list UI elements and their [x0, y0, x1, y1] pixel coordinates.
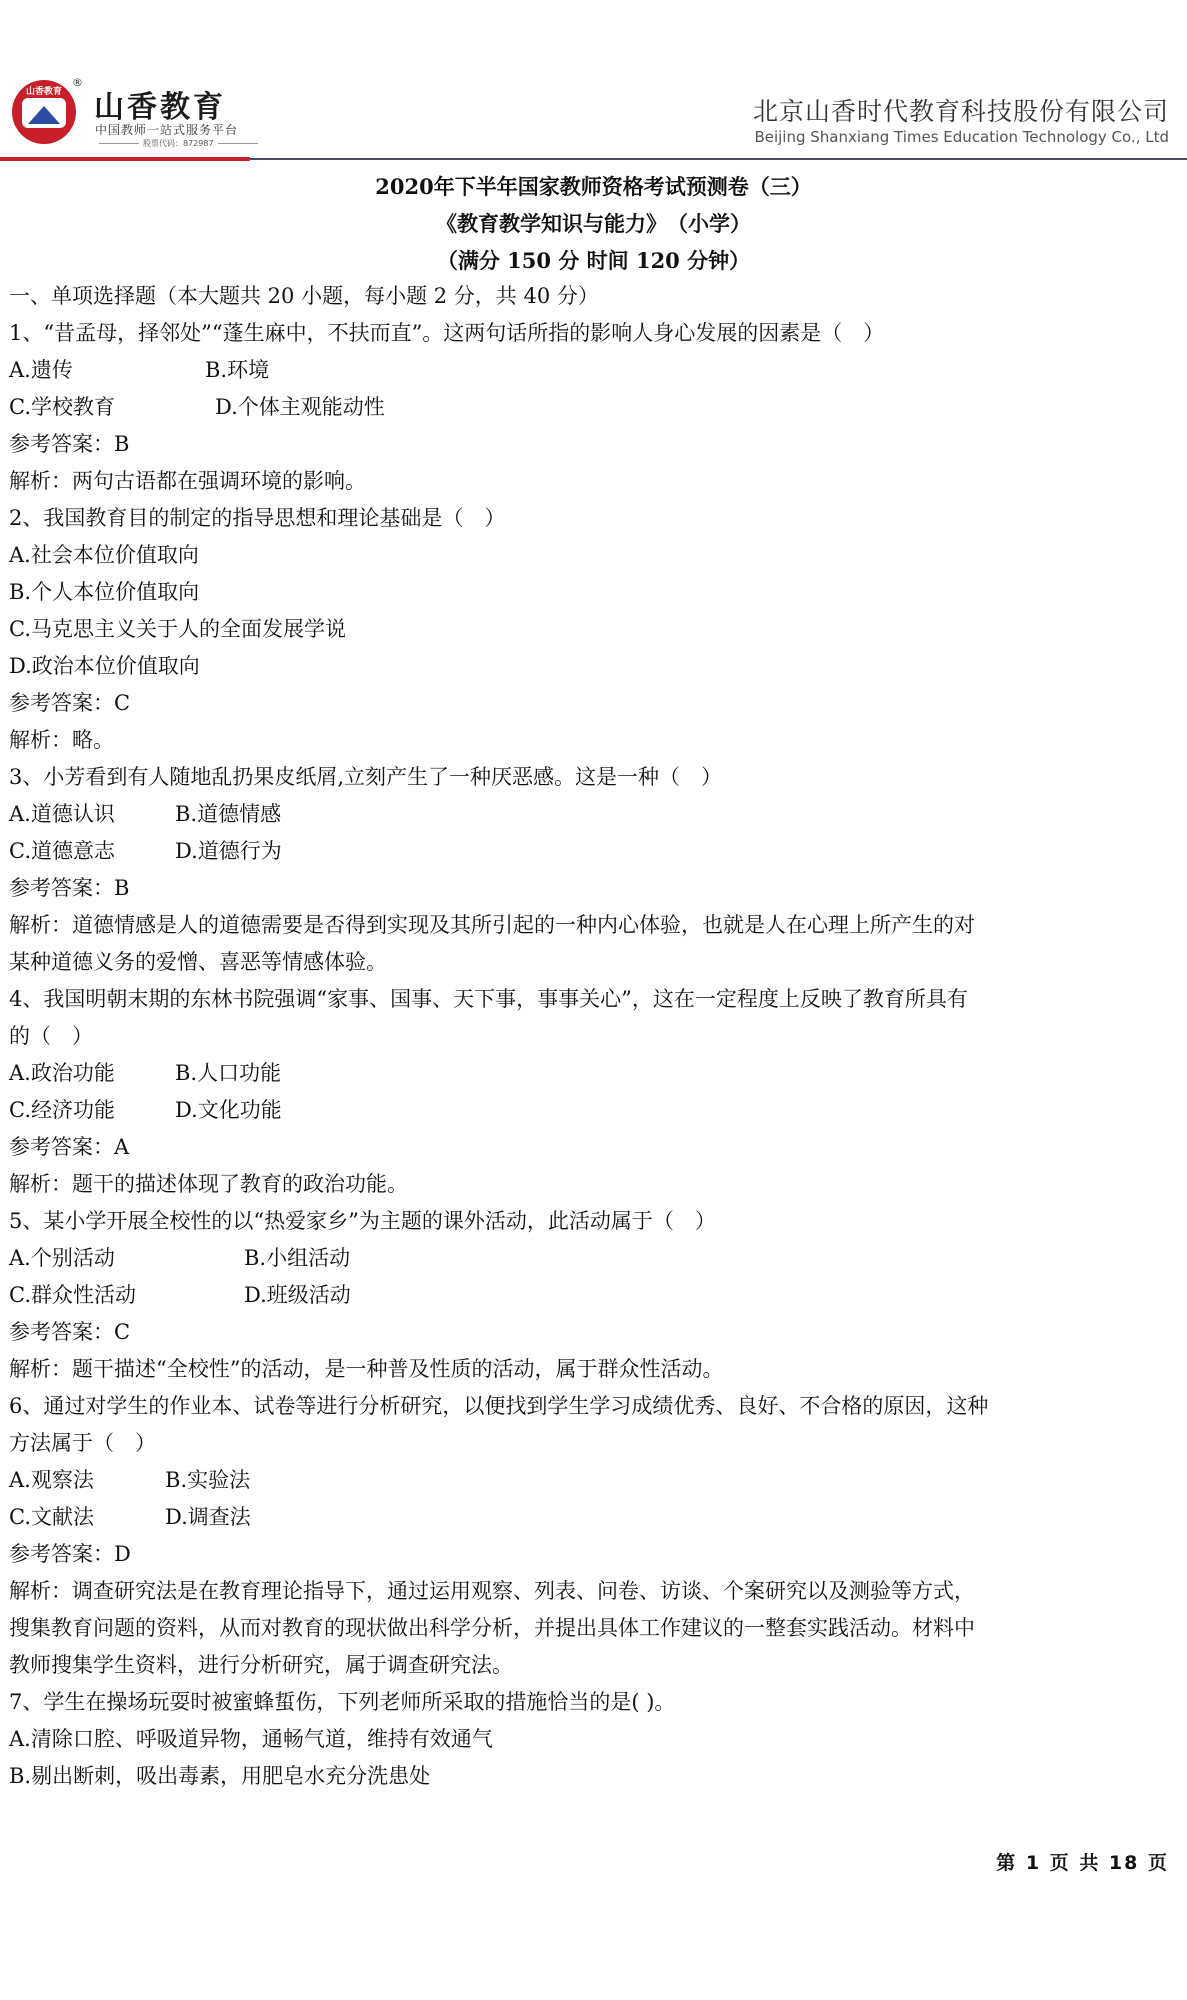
analysis: 解析：调查研究法是在教育理论指导下，通过运用观察、列表、问卷、访谈、个案研究以及测验等方式，: [9, 1579, 975, 1603]
question-stem: 7、学生在操场玩耍时被蜜蜂蜇伤，下列老师所采取的措施恰当的是( )。: [9, 1690, 676, 1714]
exam-titles: [0, 168, 1187, 279]
shanxiang-logo-icon: [12, 80, 76, 144]
option-row: [9, 352, 1169, 389]
option-row: [9, 1462, 1169, 1499]
option: A.政治功能: [9, 1061, 115, 1085]
question-stem: 的（ ）: [9, 1024, 93, 1048]
analysis: 解析：题干的描述体现了教育的政治功能。: [9, 1172, 408, 1196]
option: A.观察法: [9, 1468, 94, 1492]
question-stem: 5、某小学开展全校性的以“热爱家乡”为主题的课外活动，此活动属于（ ）: [9, 1209, 716, 1233]
option-row: [9, 1499, 1169, 1536]
option: B.剔出断刺，吸出毒素，用肥皂水充分洗患处: [9, 1764, 431, 1788]
exam-subject: 《教育教学知识与能力》 （小学）: [436, 211, 751, 236]
option-row: [9, 389, 1169, 426]
option: A.遗传: [9, 358, 73, 382]
company-name-en: Beijing Shanxiang Times Education Technology Co., Ltd: [754, 128, 1169, 146]
option: D.文化功能: [175, 1098, 282, 1122]
option: C.道德意志: [9, 839, 115, 863]
reference-answer: 参考答案：A: [9, 1135, 130, 1159]
analysis: 解析：道德情感是人的道德需要是否得到实现及其所引起的一种内心体验，也就是人在心理上所产生的对: [9, 913, 975, 937]
question-content: [9, 278, 1169, 1795]
option: B.环境: [205, 358, 270, 382]
option: A.道德认识: [9, 802, 115, 826]
reference-answer: 参考答案：C: [9, 1320, 131, 1344]
header-rule-gray: [250, 158, 1187, 160]
stock-code-text: 股票代码：872987: [143, 139, 214, 148]
option-row: [9, 796, 1169, 833]
option: C.马克思主义关于人的全面发展学说: [9, 617, 346, 641]
option: D.个体主观能动性: [215, 395, 385, 419]
stock-code: [95, 138, 275, 149]
divider: [99, 143, 139, 144]
option: C.群众性活动: [9, 1283, 136, 1307]
registered-mark: ®: [72, 76, 83, 89]
analysis: 教师搜集学生资料，进行分析研究，属于调查研究法。: [9, 1653, 513, 1677]
option: A.个别活动: [9, 1246, 115, 1270]
option-row: [9, 833, 1169, 870]
question-stem: 方法属于（ ）: [9, 1431, 156, 1455]
question-stem: 3、小芳看到有人随地乱扔果皮纸屑,立刻产生了一种厌恶感。这是一种（ ）: [9, 765, 723, 789]
option-row: [9, 1240, 1169, 1277]
page-number: 第 1 页 共 18 页: [996, 1852, 1169, 1874]
option: A.清除口腔、呼吸道异物，通畅气道，维持有效通气: [9, 1727, 493, 1751]
header-rule-red: [0, 157, 250, 161]
page-header: [0, 0, 1187, 165]
analysis: 解析：略。: [9, 728, 114, 752]
reference-answer: 参考答案：D: [9, 1542, 131, 1566]
option-row: [9, 1092, 1169, 1129]
option: D.政治本位价值取向: [9, 654, 200, 678]
option: B.道德情感: [175, 802, 282, 826]
brand-tagline: 中国教师一站式服务平台: [95, 123, 239, 137]
analysis: 某种道德义务的爱憎、喜恶等情感体验。: [9, 950, 387, 974]
reference-answer: 参考答案：B: [9, 432, 130, 456]
brand-name: 山香教育: [94, 90, 226, 125]
option: C.经济功能: [9, 1098, 115, 1122]
logo-ring-text: 山香教育: [25, 87, 62, 97]
section-heading: 一、单项选择题（本大题共 20 小题，每小题 2 分，共 40 分）: [9, 284, 599, 308]
option: C.学校教育: [9, 395, 115, 419]
analysis: 搜集教育问题的资料，从而对教育的现状做出科学分析，并提出具体工作建议的一整套实践活动。材料中: [9, 1616, 975, 1640]
analysis: 解析：题干描述“全校性”的活动，是一种普及性质的活动，属于群众性活动。: [9, 1357, 724, 1381]
option: D.调查法: [165, 1505, 251, 1529]
reference-answer: 参考答案：C: [9, 691, 131, 715]
option: B.个人本位价值取向: [9, 580, 200, 604]
exam-score-time: （满分 150 分 时间 120 分钟）: [436, 248, 751, 273]
header-rule: [0, 157, 1187, 161]
option: D.道德行为: [175, 839, 282, 863]
option: A.社会本位价值取向: [9, 543, 199, 567]
logo-mountain: [28, 106, 60, 124]
company-name-cn: 北京山香时代教育科技股份有限公司: [752, 97, 1169, 126]
question-stem: 1、“昔孟母，择邻处”“蓬生麻中，不扶而直”。这两句话所指的影响人身心发展的因素是（ ）: [9, 321, 885, 345]
analysis: 解析：两句古语都在强调环境的影响。: [9, 469, 366, 493]
option: B.小组活动: [244, 1246, 351, 1270]
question-stem: 6、通过对学生的作业本、试卷等进行分析研究，以便找到学生学习成绩优秀、良好、不合格的原因，这种: [9, 1394, 989, 1418]
option: C.文献法: [9, 1505, 94, 1529]
question-stem: 2、我国教育目的制定的指导思想和理论基础是（ ）: [9, 506, 506, 530]
option-row: [9, 1277, 1169, 1314]
question-stem: 4、我国明朝末期的东林书院强调“家事、国事、天下事，事事关心”，这在一定程度上反映了教育所具有: [9, 987, 968, 1011]
option: D.班级活动: [244, 1283, 351, 1307]
reference-answer: 参考答案：B: [9, 876, 130, 900]
option: B.实验法: [165, 1468, 251, 1492]
option: B.人口功能: [175, 1061, 282, 1085]
option-row: [9, 1055, 1169, 1092]
exam-title: 2020年下半年国家教师资格考试预测卷（三）: [375, 174, 812, 199]
divider: [218, 143, 258, 144]
